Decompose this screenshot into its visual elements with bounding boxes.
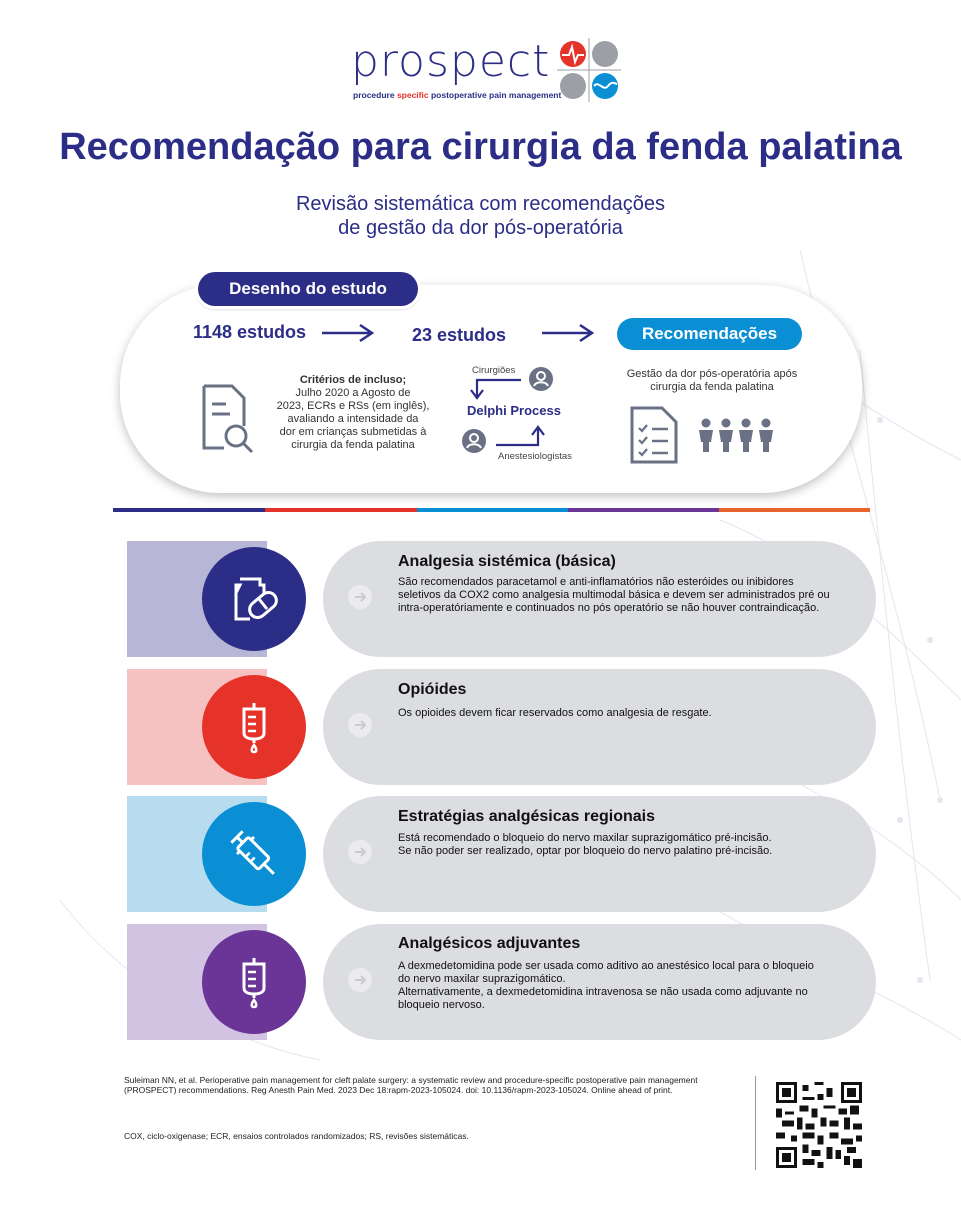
arrow-curve-down-icon <box>463 376 523 402</box>
arrow-curve-up-icon <box>494 421 554 449</box>
inclusion-criteria <box>268 374 438 452</box>
arrow-circle-icon <box>348 585 372 609</box>
row-text <box>398 832 858 858</box>
rec-target-line-1: Gestão da dor pós-operatória após <box>626 368 798 380</box>
colorbar-segment <box>417 508 568 512</box>
arrow-right-icon <box>540 322 596 344</box>
recommendations-pill: Recomendações <box>617 318 802 350</box>
logo-tagline-specific: specific <box>396 90 429 100</box>
page-title: Recomendação para cirurgia da fenda palatina <box>59 126 902 168</box>
row-text-line: Está recomendado o bloqueio do nervo maxilar suprazigomático pré-incisão. <box>398 832 772 844</box>
subtitle-line-1: Revisão sistemática com recomendações <box>295 193 666 215</box>
colorbar-segment <box>113 508 265 512</box>
logo-tagline <box>353 90 561 100</box>
studies-count-1148: 1148 estudos <box>193 322 307 342</box>
delphi-process-label: Delphi Process <box>467 403 561 418</box>
rec-target-line-2: cirurgia da fenda palatina <box>650 381 774 393</box>
arrow-circle-icon <box>348 713 372 737</box>
document-search-icon <box>200 382 258 454</box>
iv-bag-icon <box>202 675 306 779</box>
colorbar-segment <box>265 508 417 512</box>
page-subtitle <box>0 192 961 240</box>
syringe-icon <box>202 802 306 906</box>
anesthesiologists-label: Anestesiologistas <box>498 451 572 462</box>
row-text: Os opioides devem ficar reservados como analgesia de resgate. <box>398 707 712 719</box>
colorbar-segment <box>568 508 719 512</box>
recommendation-target <box>612 368 812 394</box>
logo-tagline-pre: procedure <box>353 90 397 100</box>
prospect-logo <box>343 36 633 106</box>
colorbar-segment <box>719 508 870 512</box>
iv-bag-icon <box>202 930 306 1034</box>
logo-mark-icon <box>557 38 621 102</box>
criteria-heading: Critérios de incluso; <box>299 374 407 386</box>
surgeons-label: Cirurgiões <box>472 365 516 376</box>
logo-wordmark: prospect <box>351 36 551 87</box>
criteria-line: cirurgia da fenda palatina <box>291 439 415 451</box>
criteria-line: 2023, ECRs e RSs (em inglês), <box>276 400 430 412</box>
reference-citation: Suleiman NN, et al. Perioperative pain management for cleft palate surgery: a systematic review and procedure-specific postoperative pain management (PROSPECT) recommendations. Reg Anesth Pain Med. 2023 Dec 18:rapm-2023-105024. doi: 10.1136/rapm-2023-105024. Online ahead of print. <box>124 1075 698 1095</box>
row-heading: Analgésicos adjuvantes <box>398 935 581 952</box>
arrow-circle-icon <box>348 840 372 864</box>
row-text-line: Se não poder ser realizado, optar por bloqueio do nervo palatino pré-incisão. <box>398 845 773 857</box>
footer-divider <box>755 1076 756 1170</box>
anesthesiologist-user-icon <box>461 428 487 454</box>
criteria-line: avaliando a intensidade da <box>287 413 419 425</box>
qr-code-icon[interactable] <box>776 1082 862 1168</box>
pill-bottle-icon <box>202 547 306 651</box>
row-heading: Analgesia sistémica (básica) <box>398 553 616 570</box>
row-text-line: A dexmedetomidina pode ser usada como aditivo ao anestésico local para o bloqueio do nervo maxilar suprazigomático. <box>398 960 814 985</box>
row-text: São recomendados paracetamol e anti-inflamatórios não esteróides ou inibidores seletivos da COX2 como analgesia multimodal básica e devem ser administrados pré ou intra-operatóriamente e continuados no pós operatório se não houver contraindicação. <box>398 576 830 614</box>
row-text <box>398 960 828 1012</box>
abbreviations: COX, ciclo-oxigenase; ECR, ensaios controlados randomizados; RS, revisões sistemáticas. <box>124 1131 469 1141</box>
surgeon-user-icon <box>528 366 554 392</box>
arrow-right-icon <box>320 322 376 344</box>
logo-tagline-post: postoperative pain management <box>428 90 562 100</box>
study-design-pill: Desenho do estudo <box>198 272 418 306</box>
children-group-icon <box>696 418 778 454</box>
row-heading: Opióides <box>398 681 467 698</box>
row-heading: Estratégias analgésicas regionais <box>398 808 656 825</box>
criteria-line: dor em crianças submetidas à <box>279 426 427 438</box>
criteria-line: Julho 2020 a Agosto de <box>295 387 411 399</box>
studies-count-23: 23 estudos <box>412 325 507 345</box>
row-text-line: Alternativamente, a dexmedetomidina intravenosa se não usada como adjuvante no bloqueio nervoso. <box>398 986 808 1011</box>
arrow-circle-icon <box>348 968 372 992</box>
subtitle-line-2: de gestão da dor pós-operatória <box>338 217 623 239</box>
checklist-icon <box>628 404 682 466</box>
